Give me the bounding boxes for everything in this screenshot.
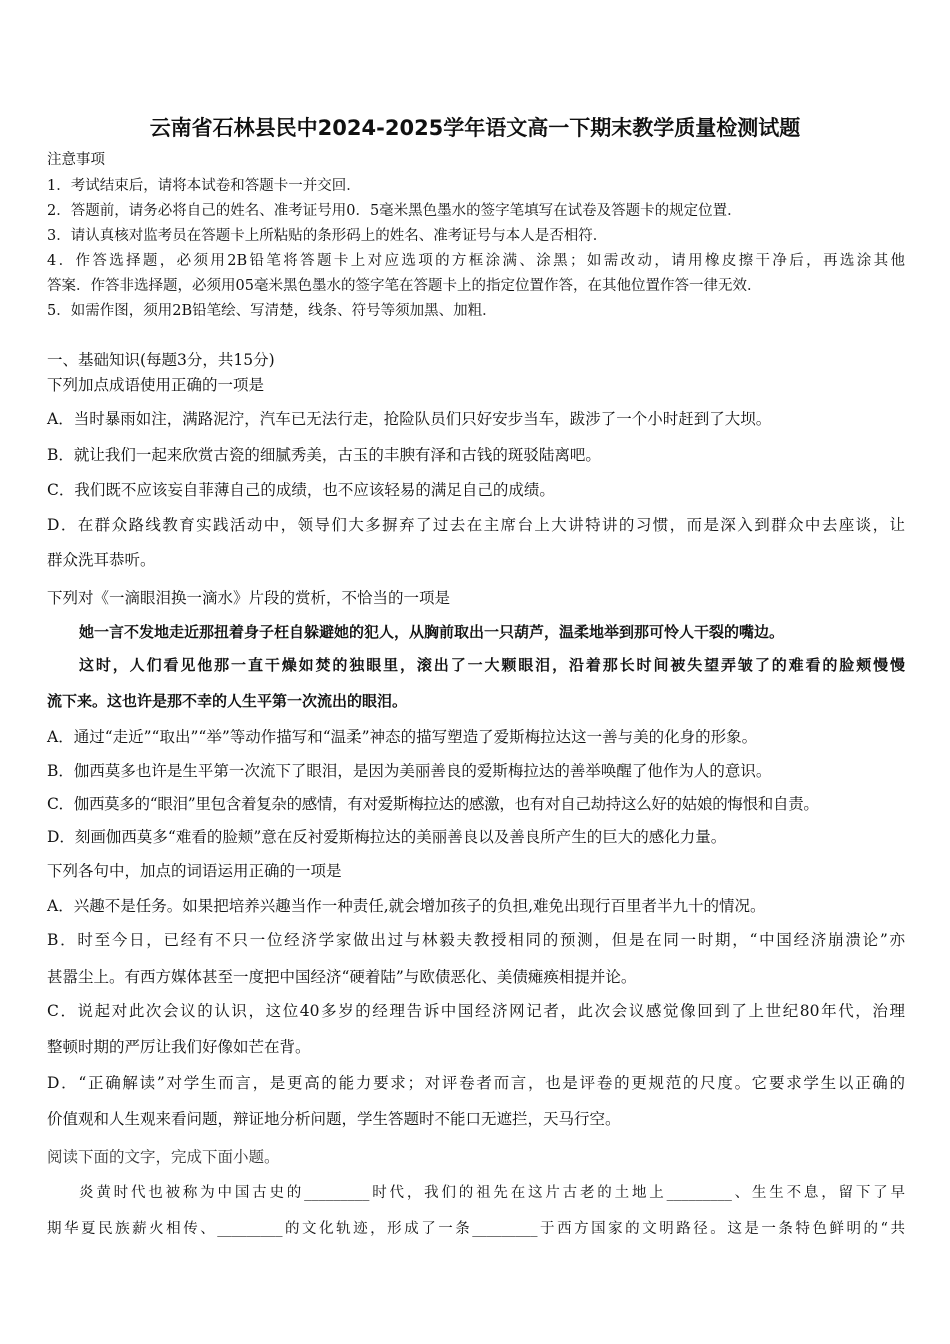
option-b: B．就让我们一起来欣赏古瓷的细腻秀美，古玉的丰腴有泽和古钱的斑驳陆离吧。 bbox=[47, 446, 601, 464]
option-c-cont: 整顿时期的严厉让我们好像如芒在背。 bbox=[47, 1038, 311, 1056]
reading-stem: 阅读下面的文字，完成下面小题。 bbox=[47, 1148, 280, 1166]
passage-line: 这时，人们看见他那一直干燥如焚的独眼里，滚出了一大颗眼泪，沿着那长时间被失望弄皱了的难看的脸颊慢慢 bbox=[79, 656, 905, 674]
option-c: C．说起对此次会议的认识，这位40多岁的经理告诉中国经济网记者，此次会议感觉像回到了上世纪80年代，治理 bbox=[47, 1002, 905, 1020]
notice-heading: 注意事项 bbox=[47, 152, 105, 168]
option-a: A．当时暴雨如注，满路泥泞，汽车已无法行走，抢险队员们只好安步当车，跋涉了一个小时赶到了大坝。 bbox=[47, 410, 772, 428]
question-stem: 下列各句中，加点的词语运用正确的一项是 bbox=[47, 862, 342, 880]
section-heading: 一、基础知识(每题3分，共15分) bbox=[47, 351, 275, 369]
option-b: B．时至今日，已经有不只一位经济学家做出过与林毅夫教授相同的预测，但是在同一时期，“中国经济崩溃论”亦 bbox=[47, 931, 905, 949]
notice-item: 4．作答选择题，必须用2B铅笔将答题卡上对应选项的方框涂满、涂黑；如需改动，请用橡皮擦干净后，再选涂其他 bbox=[47, 253, 905, 269]
option-c: C．伽西莫多的“眼泪”里包含着复杂的感情，有对爱斯梅拉达的感激，也有对自己劫持这么好的姑娘的悔恨和自责。 bbox=[47, 795, 819, 813]
notice-item: 3．请认真核对监考员在答题卡上所粘贴的条形码上的姓名、准考证号与本人是否相符． bbox=[47, 228, 608, 244]
option-b-cont: 甚嚣尘上。有西方媒体甚至一度把中国经济“硬着陆”与欧债恶化、美债瘫痪相提并论。 bbox=[47, 968, 637, 986]
option-d: D．“正确解读”对学生而言，是更高的能力要求；对评卷者而言，也是评卷的更规范的尺度。它要求学生以正确的 bbox=[47, 1074, 905, 1092]
passage-line: 她一言不发地走近那扭着身子枉自躲避她的犯人，从胸前取出一只葫芦，温柔地举到那可怜人干裂的嘴边。 bbox=[79, 623, 785, 641]
option-a: A．兴趣不是任务。如果把培养兴趣当作一种责任,就会增加孩子的负担,难免出现行百里者半九十的情况。 bbox=[47, 897, 766, 915]
notice-item: 2．答题前，请务必将自己的姓名、准考证号用0．5毫米黑色墨水的签字笔填写在试卷及答题卡的规定位置． bbox=[47, 203, 742, 219]
option-c: C．我们既不应该妄自菲薄自己的成绩，也不应该轻易的满足自己的成绩。 bbox=[47, 481, 555, 499]
question-stem: 下列加点成语使用正确的一项是 bbox=[47, 376, 265, 394]
notice-item: 5．如需作图，须用2B铅笔绘、写清楚，线条、符号等须加黑、加粗． bbox=[47, 303, 497, 319]
option-d-cont: 价值观和人生观来看问题，辩证地分析问题，学生答题时不能口无遮拦，天马行空。 bbox=[47, 1110, 621, 1128]
option-d: D．在群众路线教育实践活动中，领导们大多摒弃了过去在主席台上大讲特讲的习惯，而是深入到群众中去座谈，让 bbox=[47, 516, 905, 534]
option-d-cont: 群众洗耳恭听。 bbox=[47, 551, 156, 569]
option-b: B．伽西莫多也许是生平第一次流下了眼泪，是因为美丽善良的爱斯梅拉达的善举唤醒了他作为人的意识。 bbox=[47, 762, 772, 780]
passage-line: 流下来。这也许是那不幸的人生平第一次流出的眼泪。 bbox=[47, 692, 408, 710]
question-stem: 下列对《一滴眼泪换一滴水》片段的赏析，不恰当的一项是 bbox=[47, 589, 451, 607]
notice-item: 1．考试结束后，请将本试卷和答题卡一并交回． bbox=[47, 178, 361, 194]
notice-item: 答案．作答非选择题，必须用05毫米黑色墨水的签字笔在答题卡上的指定位置作答，在其他位置作答一律无效． bbox=[47, 278, 762, 294]
option-d: D．刻画伽西莫多“难看的脸颊”意在反衬爱斯梅拉达的美丽善良以及善良所产生的巨大的感化力量。 bbox=[47, 828, 727, 846]
reading-passage-line: 期华夏民族薪火相传、_________的文化轨迹，形成了一条_________于西方国家的文明路径。这是一条特色鲜明的“共 bbox=[47, 1221, 905, 1237]
reading-passage-line: 炎黄时代也被称为中国古史的_________时代，我们的祖先在这片古老的土地上_________、生生不息，留下了早 bbox=[79, 1185, 905, 1201]
option-a: A．通过“走近”“取出”“举”等动作描写和“温柔”神态的描写塑造了爱斯梅拉达这一善与美的化身的形象。 bbox=[47, 728, 758, 746]
page-title: 云南省石林县民中2024-2025学年语文高一下期末教学质量检测试题 bbox=[149, 116, 801, 140]
